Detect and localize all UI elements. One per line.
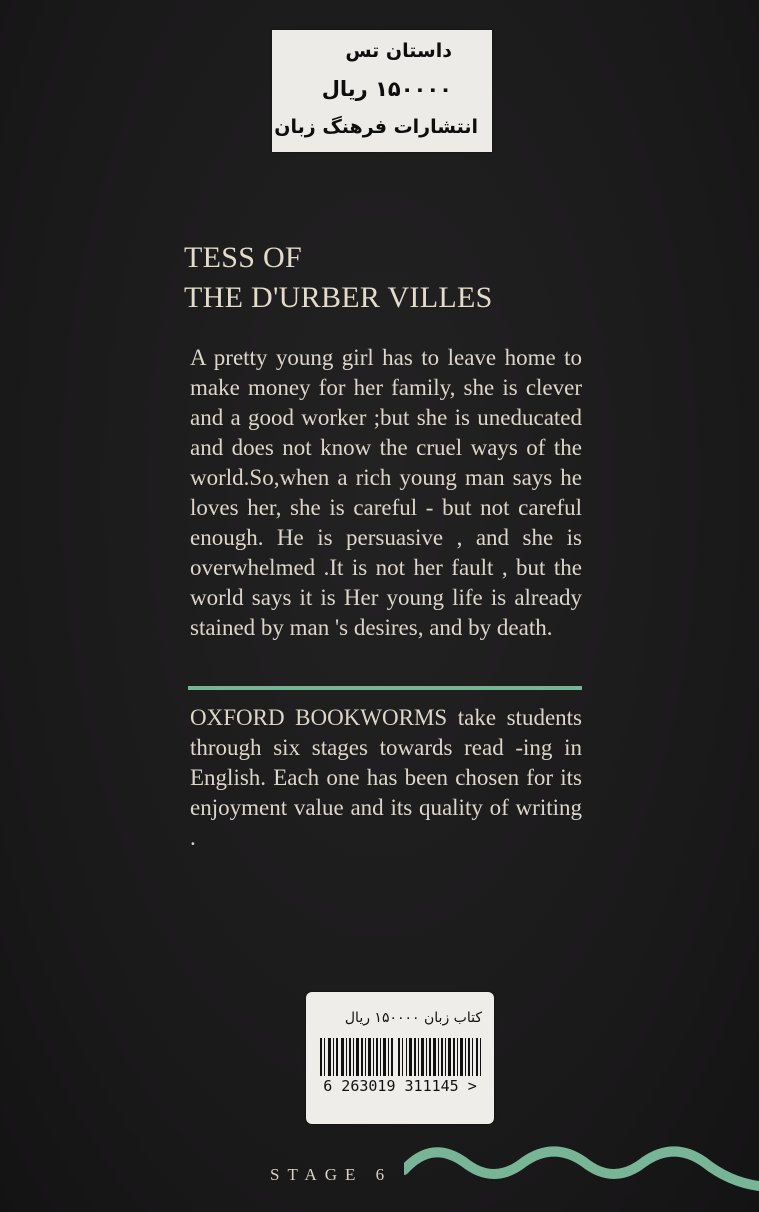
book-blurb: A pretty young girl has to leave home to make money for her family, she is clever and a good worker ;but she is uneducated and does not know the cruel ways of the world.So,when a rich young man says he loves her, she is careful - but not careful enough. He is persuasive , and she is overwhelmed .It is not her fault , but the world says it is Her young life is already stained by man 's desires, and by death. bbox=[190, 345, 582, 640]
green-divider bbox=[188, 686, 582, 690]
sticker-price: ۱۵۰۰۰۰ ریال bbox=[321, 77, 452, 101]
barcode-price: کتاب زبان ۱۵۰۰۰۰ ریال bbox=[344, 1010, 482, 1026]
title-line-1: TESS OF bbox=[184, 241, 302, 274]
sticker-publisher: انتشارات فرهنگ زبان bbox=[274, 116, 478, 138]
series-description: OXFORD BOOKWORMS take students through six stages towards read -ing in English. Each one has been chosen for its enjoyment value and its quality of writing . bbox=[190, 705, 582, 850]
sticker-title: داستان تس bbox=[345, 40, 452, 62]
barcode-number: 6 263019 311145 > bbox=[306, 1076, 494, 1096]
barcode-sticker bbox=[306, 992, 494, 1124]
price-sticker bbox=[272, 30, 492, 152]
title-line-2: THE D'URBER VILLES bbox=[184, 281, 493, 314]
book-title bbox=[184, 238, 493, 318]
green-wave-graphic bbox=[404, 1140, 759, 1200]
stage-label: STAGE 6 bbox=[270, 1165, 393, 1184]
